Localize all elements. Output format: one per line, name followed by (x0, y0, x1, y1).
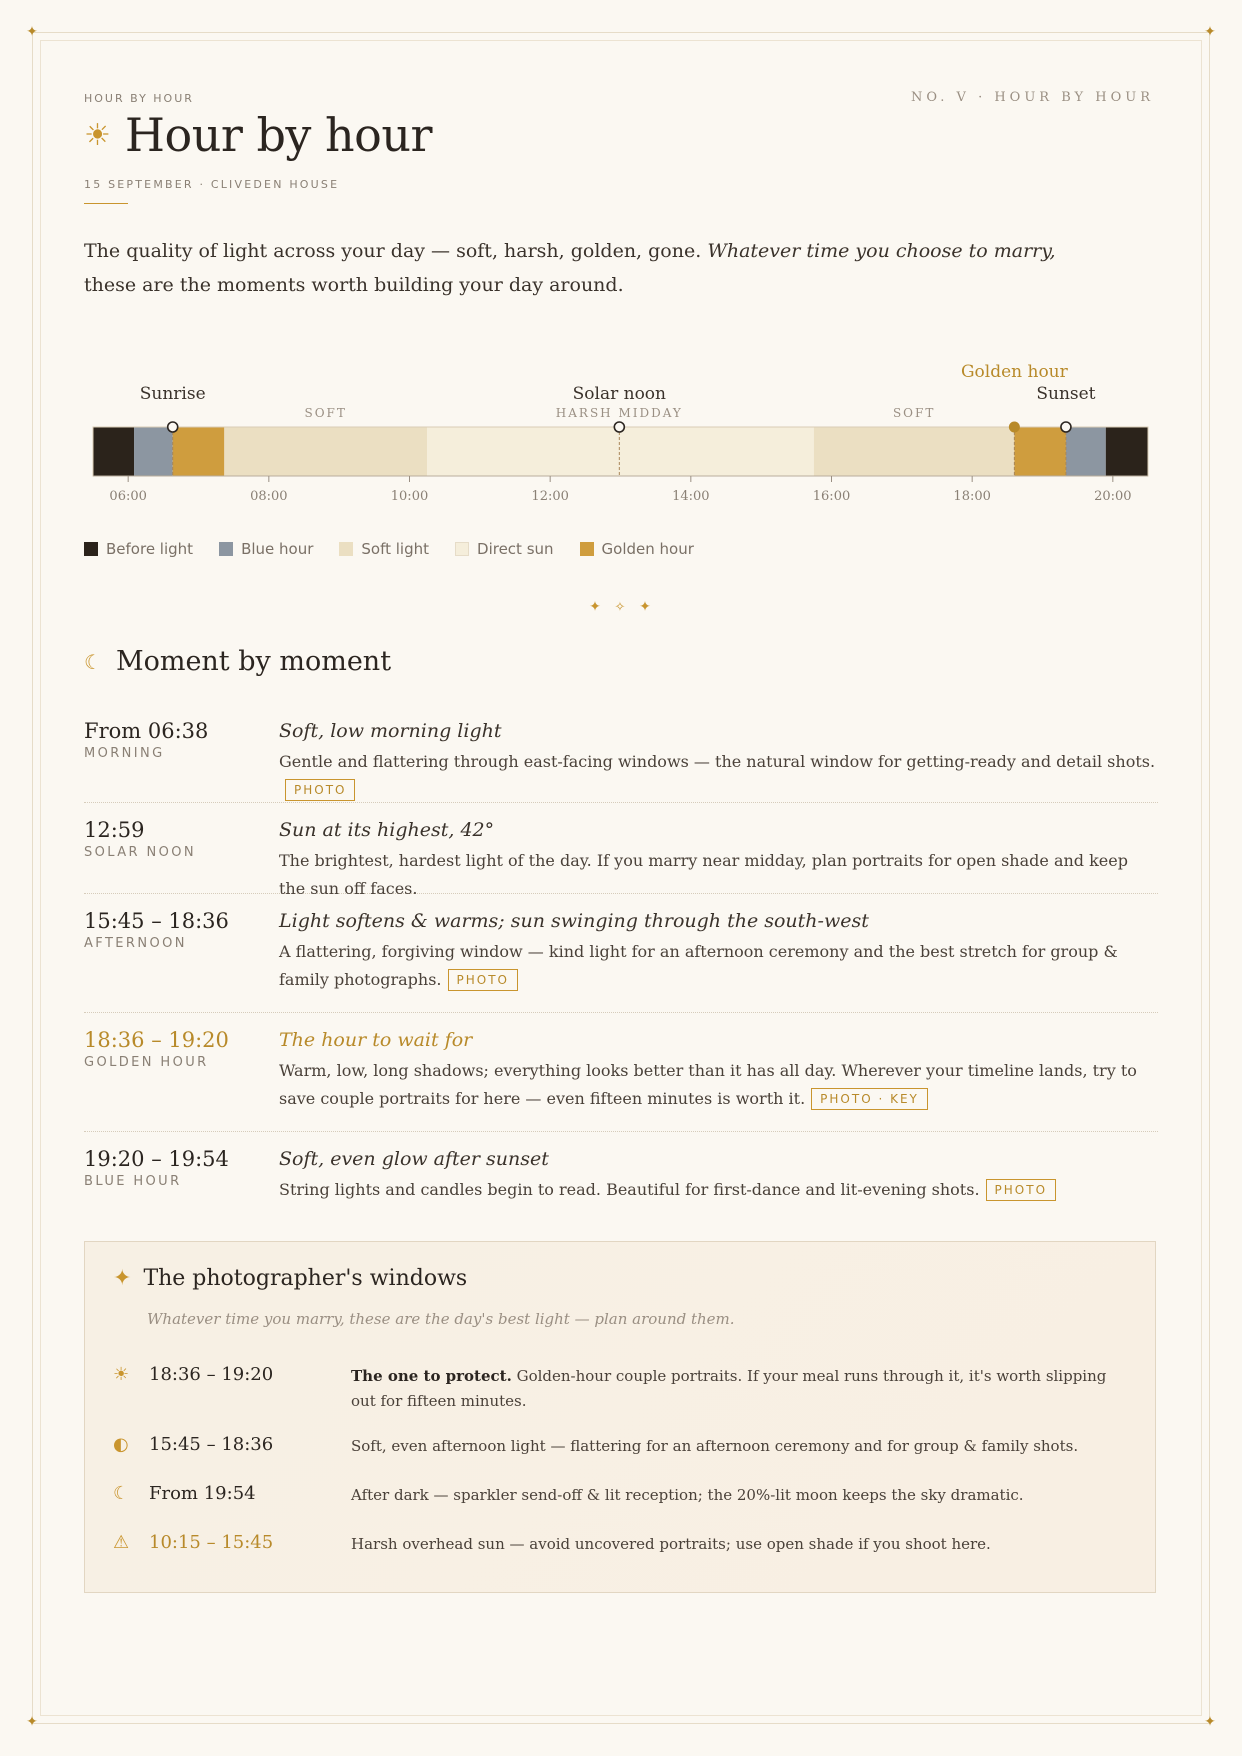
moment-label: GOLDEN HOUR (84, 1055, 209, 1070)
moment-description: A flattering, forgiving window — kind light for an afternoon ceremony and the best stretch for group & family photographs. (279, 942, 1118, 989)
timeline-segments (93, 427, 1148, 476)
page-kicker: HOUR BY HOUR (84, 92, 194, 105)
moment-label: BLUE HOUR (84, 1174, 182, 1189)
photo-tag: PHOTO (448, 969, 518, 991)
intro-text-end: these are the moments worth building your day around. (84, 274, 624, 296)
moment-row (84, 894, 1158, 1013)
zone-soft-morning-label: SOFT (304, 406, 347, 420)
half-circle-icon: ◐ (113, 1434, 129, 1455)
issue-label: NO. V · HOUR BY HOUR (911, 90, 1154, 105)
window-description: Soft, even afternoon light — flattering for an afternoon ceremony and for group & family shots. (351, 1437, 1079, 1455)
legend-label: Direct sun (477, 540, 554, 558)
moment-row (84, 803, 1158, 898)
moment-time: 18:36 – 19:20 (84, 1028, 229, 1052)
moment-row (84, 706, 1158, 803)
warning-icon: ⚠ (113, 1532, 130, 1553)
moment-heading: Soft, low morning light (279, 720, 502, 742)
timeline-tick-label: 16:00 (812, 489, 851, 504)
title-rule (84, 203, 128, 204)
intro-paragraph (84, 234, 1084, 302)
moment-label: SOLAR NOON (84, 845, 196, 860)
timeline-tick-label: 12:00 (531, 489, 569, 504)
timeline-segment-golden-hour (1014, 427, 1066, 476)
moment-time: 19:20 – 19:54 (84, 1147, 229, 1171)
legend-swatch (339, 542, 353, 556)
timeline-segment-soft-light (814, 427, 1014, 476)
moment-label: AFTERNOON (84, 936, 187, 951)
golden-hour-marker (1009, 422, 1020, 433)
timeline-tick-label: 14:00 (672, 489, 710, 504)
moment-description: String lights and candles begin to read. Beautiful for first-dance and lit-evening shots. (279, 1180, 980, 1199)
window-row (113, 1434, 1123, 1459)
moment-heading: Soft, even glow after sunset (279, 1148, 549, 1170)
window-text: Golden-hour couple portraits. If your meal runs through it, it's worth slipping out for fifteen minutes. (351, 1367, 1107, 1410)
title-row (84, 108, 432, 162)
window-row (113, 1364, 1123, 1414)
solar-noon-label: Solar noon (572, 384, 667, 404)
timeline-segment-soft-light (224, 427, 427, 476)
divider-diamond-icon: ✧ (614, 600, 626, 615)
legend-item-soft-light (339, 540, 429, 558)
legend-swatch (455, 542, 469, 556)
timeline-segment-before-light (1106, 427, 1148, 476)
moment-heading: Light softens & warms; sun swinging through the south-west (279, 910, 869, 932)
moment-heading: Sun at its highest, 42° (279, 819, 495, 841)
timeline-tick-label: 10:00 (390, 489, 429, 504)
legend-label: Before light (106, 540, 194, 558)
section-divider (84, 596, 1156, 616)
legend-swatch (580, 542, 594, 556)
timeline-tick-label: 08:00 (250, 489, 288, 504)
moment-description: Warm, low, long shadows; everything looks better than it has all day. Wherever your timeline lands, try to save couple portraits for here — even fifteen minutes is worth it. (279, 1061, 1137, 1108)
windows-title: The photographer's windows (143, 1266, 468, 1291)
window-row-warning (113, 1532, 1123, 1557)
timeline-tick-label: 06:00 (109, 489, 147, 504)
moment-row-golden-hour (84, 1013, 1158, 1132)
moments-header (84, 646, 391, 677)
timeline-segment-direct-sun (427, 427, 814, 476)
legend-item-blue-hour (219, 540, 313, 558)
star-icon: ✦ (113, 1266, 132, 1291)
daylight-timeline (0, 350, 1242, 520)
moment-row (84, 1132, 1158, 1222)
moment-label: MORNING (84, 746, 165, 761)
golden-hour-label: Golden hour (960, 362, 1068, 382)
timeline-segment-blue-hour (1066, 427, 1106, 476)
zone-harsh-midday-label: HARSH MIDDAY (555, 406, 683, 420)
window-time: 18:36 – 19:20 (149, 1364, 274, 1385)
legend-label: Golden hour (601, 540, 694, 558)
window-emphasis: The one to protect. (351, 1367, 512, 1385)
corner-star-icon: ✦ (26, 1714, 38, 1730)
moon-icon: ☾ (84, 649, 102, 674)
sun-icon: ☀ (113, 1364, 130, 1385)
timeline-ticks (109, 476, 1131, 504)
legend-item-before-light (84, 540, 193, 558)
sun-icon: ☀ (84, 117, 111, 153)
sunrise-label: Sunrise (139, 384, 206, 404)
window-time: 10:15 – 15:45 (149, 1532, 274, 1553)
timeline-tick-label: 20:00 (1094, 489, 1132, 504)
windows-header (113, 1266, 467, 1291)
timeline-segment-before-light (93, 427, 134, 476)
photo-key-tag: PHOTO · KEY (811, 1088, 928, 1110)
sunrise-marker (168, 422, 178, 432)
timeline-segment-blue-hour (134, 427, 173, 476)
intro-text: The quality of light across your day — soft, harsh, golden, gone. (84, 240, 708, 262)
corner-star-icon: ✦ (1204, 1714, 1216, 1730)
legend-label: Soft light (361, 540, 430, 558)
moment-description: Gentle and flattering through east-facing windows — the natural window for getting-ready and detail shots. (279, 752, 1156, 771)
legend-item-golden-hour (580, 540, 694, 558)
legend-item-direct-sun (455, 540, 554, 558)
window-description: After dark — sparkler send-off & lit reception; the 20%-lit moon keeps the sky dramatic. (351, 1486, 1024, 1504)
window-description: Harsh overhead sun — avoid uncovered portraits; use open shade if you shoot here. (351, 1535, 991, 1553)
moments-list (84, 706, 1158, 1222)
photo-tag: PHOTO (986, 1179, 1056, 1201)
moment-heading: The hour to wait for (279, 1029, 473, 1051)
intro-emphasis: Whatever time you choose to marry, (707, 240, 1056, 262)
timeline-segment-golden-hour (173, 427, 225, 476)
corner-star-icon: ✦ (1204, 24, 1216, 40)
moment-time: 12:59 (84, 818, 145, 842)
moment-time: From 06:38 (84, 719, 209, 743)
window-row (113, 1483, 1123, 1508)
timeline-tick-label: 18:00 (953, 489, 991, 504)
sunset-label: Sunset (1036, 384, 1096, 404)
moments-title: Moment by moment (115, 646, 392, 677)
window-time: 15:45 – 18:36 (149, 1434, 274, 1455)
legend-swatch (84, 542, 98, 556)
legend-swatch (219, 542, 233, 556)
corner-star-icon: ✦ (26, 24, 38, 40)
moment-description: The brightest, hardest light of the day. If you marry near midday, plan portraits for open shade and keep the sun off faces. (279, 851, 1128, 898)
legend-label: Blue hour (241, 540, 314, 558)
page-title: Hour by hour (124, 108, 432, 162)
solar-noon-marker (614, 422, 624, 432)
photographer-windows-panel (84, 1241, 1156, 1593)
windows-subtitle: Whatever time you marry, these are the day's best light — plan around them. (147, 1310, 735, 1328)
divider-star-icon: ✦ (639, 599, 651, 615)
photo-tag: PHOTO (285, 779, 355, 801)
divider-star-icon: ✦ (589, 599, 601, 615)
window-description (351, 1364, 1123, 1414)
dateline: 15 SEPTEMBER · CLIVEDEN HOUSE (84, 178, 340, 191)
timeline-legend (84, 540, 720, 558)
zone-soft-afternoon-label: SOFT (892, 406, 936, 420)
sunset-marker (1061, 422, 1071, 432)
moon-icon: ☾ (113, 1483, 130, 1504)
moment-time: 15:45 – 18:36 (84, 909, 229, 933)
window-time: From 19:54 (149, 1483, 256, 1504)
